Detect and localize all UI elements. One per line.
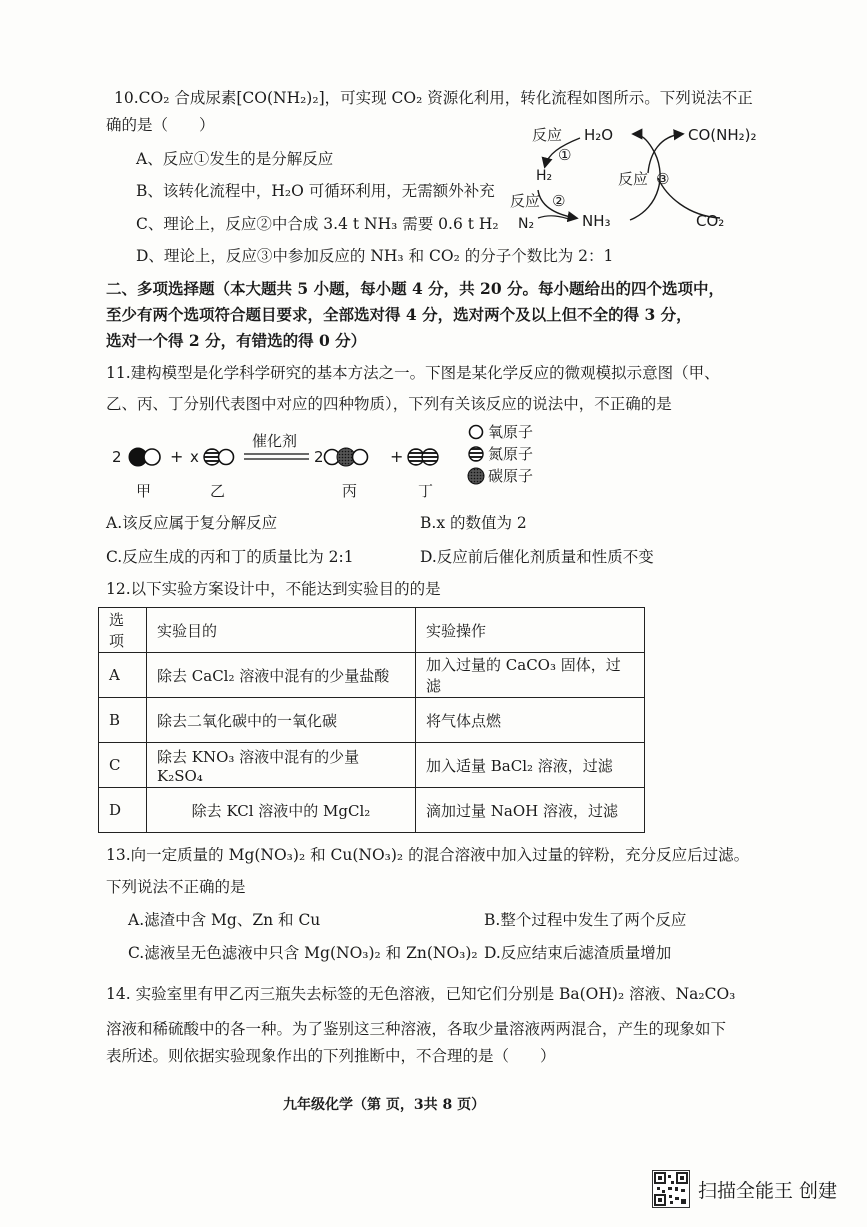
catalyst-label: 催化剂 [252, 432, 298, 450]
q10-option-d: D、理论上，反应③中参加反应的 NH₃ 和 CO₂ 的分子个数比为 2：1 [136, 247, 614, 265]
co2-formula: CO₂ [696, 212, 725, 230]
row-d-purpose: 除去 KCl 溶液中的 MgCl₂ [147, 788, 416, 833]
section2-line2: 至少有两个选项符合题目要求，全部选对得 4 分，选对两个及以上但不全的得 3 分， [106, 305, 692, 324]
coef-x: x [190, 448, 199, 466]
legend-carbon: 碳原子 [488, 467, 534, 485]
nh3-formula: NH₃ [582, 212, 611, 230]
q13-option-d: D.反应结束后滤渣质量增加 [484, 944, 672, 962]
molecule-d [408, 449, 438, 465]
q14-stem-line1: 14. 实验室里有甲乙丙三瓶失去标签的无色溶液，已知它们分别是 Ba(OH)₂ 溶液、Na₂CO₃ [106, 985, 736, 1003]
q13-stem-line2: 下列说法不正确的是 [106, 878, 246, 896]
row-a-option: A [99, 653, 147, 698]
row-a-purpose: 除去 CaCl₂ 溶液中混有的少量盐酸 [147, 653, 416, 698]
q13-stem-line1: 13.向一定质量的 Mg(NO₃)₂ 和 Cu(NO₃)₂ 的混合溶液中加入过量的锌粉，充分反应后过滤。 [106, 846, 750, 864]
r1-number: ① [558, 146, 572, 164]
q14-stem-line2: 溶液和稀硫酸中的各一种。为了鉴别这三种溶液，各取少量溶液两两混合，产生的现象如下 [106, 1020, 727, 1038]
row-c-option: C [99, 743, 147, 788]
table-row [99, 788, 645, 833]
plus-sign-1: + [170, 447, 184, 466]
molecule-a [129, 448, 160, 466]
urea-flow-diagram [500, 118, 770, 238]
row-b-option: B [99, 698, 147, 743]
legend-oxygen: 氧原子 [488, 423, 534, 441]
q14-stem-line3: 表所述。则依据实验现象作出的下列推断中，不合理的是（ ） [106, 1047, 556, 1065]
molecular-reaction-diagram [104, 420, 564, 504]
section2-line1: 二、多项选择题（本大题共 5 小题，每小题 4 分，共 20 分。每小题给出的四个选项中， [106, 279, 725, 298]
row-b-operation: 将气体点燃 [416, 698, 645, 743]
coef-a: 2 [112, 448, 122, 466]
plus-sign-2: + [390, 447, 404, 466]
label-jia: 甲 [136, 482, 152, 500]
table-row [99, 743, 645, 788]
molecule-c [325, 448, 368, 466]
coef-c: 2 [314, 448, 324, 466]
q13-option-a: A.滤渣中含 Mg、Zn 和 Cu [128, 911, 321, 929]
q11-stem-line1: 11.建构模型是化学科学研究的基本方法之一。下图是某化学反应的微观模拟示意图（甲、 [106, 364, 720, 382]
r2-number: ② [552, 192, 566, 210]
section2-line3: 选对一个得 2 分，有错选的得 0 分） [106, 331, 367, 350]
page-footer: 九年级化学（第 页，3共 8 页） [283, 1097, 486, 1113]
table-header-row [99, 608, 645, 653]
label-yi: 乙 [210, 482, 226, 500]
row-c-operation: 加入适量 BaCl₂ 溶液，过滤 [416, 743, 645, 788]
q13-option-b: B.整个过程中发生了两个反应 [484, 911, 687, 929]
q11-option-c: C.反应生成的丙和丁的质量比为 2:1 [106, 548, 354, 566]
header-purpose: 实验目的 [147, 608, 416, 653]
legend [468, 423, 533, 485]
h2-formula: H₂ [536, 168, 553, 184]
qr-code-icon [652, 1170, 690, 1208]
r3-number: ③ [656, 170, 670, 188]
q11-option-d: D.反应前后催化剂质量和性质不变 [420, 548, 654, 566]
r3-label: 反应 [618, 170, 649, 188]
q10-stem-line1: 10.CO₂ 合成尿素[CO(NH₂)₂]，可实现 CO₂ 资源化利用，转化流程如图所示。下列说法不正 [114, 89, 753, 107]
q13-option-c: C.滤液呈无色滤液中只含 Mg(NO₃)₂ 和 Zn(NO₃)₂ [128, 944, 478, 962]
header-operation: 实验操作 [416, 608, 645, 653]
scanner-credit: 扫描全能王 创建 [698, 1180, 838, 1202]
q10-option-a: A、反应①发生的是分解反应 [136, 150, 334, 168]
q10-option-c: C、理论上，反应②中合成 3.4 t NH₃ 需要 0.6 t H₂ [136, 215, 499, 233]
q11-option-a: A.该反应属于复分解反应 [106, 514, 278, 532]
row-a-operation: 加入过量的 CaCO₃ 固体，过滤 [416, 653, 645, 698]
q10-stem-line2: 确的是（ ） [106, 116, 215, 134]
molecule-b [204, 449, 234, 465]
table-row [99, 653, 645, 698]
row-d-operation: 滴加过量 NaOH 溶液，过滤 [416, 788, 645, 833]
row-c-purpose: 除去 KNO₃ 溶液中混有的少量 K₂SO₄ [147, 743, 416, 788]
r2-label: 反应 [510, 192, 541, 210]
table-row [99, 698, 645, 743]
q11-stem-line2: 乙、丙、丁分别代表图中对应的四种物质），下列有关该反应的说法中，不正确的是 [106, 395, 672, 413]
row-d-option: D [99, 788, 147, 833]
q10-option-b: B、该转化流程中，H₂O 可循环利用，无需额外补充 [136, 182, 495, 200]
experiment-table [98, 607, 645, 833]
r1-label: 反应 [532, 126, 563, 144]
h2o-formula: H₂O [584, 126, 614, 144]
r3-curve-urea [648, 134, 682, 173]
legend-nitrogen: 氮原子 [488, 445, 534, 463]
label-bing: 丙 [342, 482, 358, 500]
n2-formula: N₂ [518, 216, 535, 232]
row-b-purpose: 除去二氧化碳中的一氧化碳 [147, 698, 416, 743]
label-ding: 丁 [418, 482, 434, 500]
header-option: 选项 [99, 608, 147, 653]
q12-stem: 12.以下实验方案设计中，不能达到实验目的的是 [106, 580, 441, 598]
q11-option-b: B.x 的数值为 2 [420, 514, 527, 532]
urea-formula: CO(NH₂)₂ [688, 126, 757, 144]
